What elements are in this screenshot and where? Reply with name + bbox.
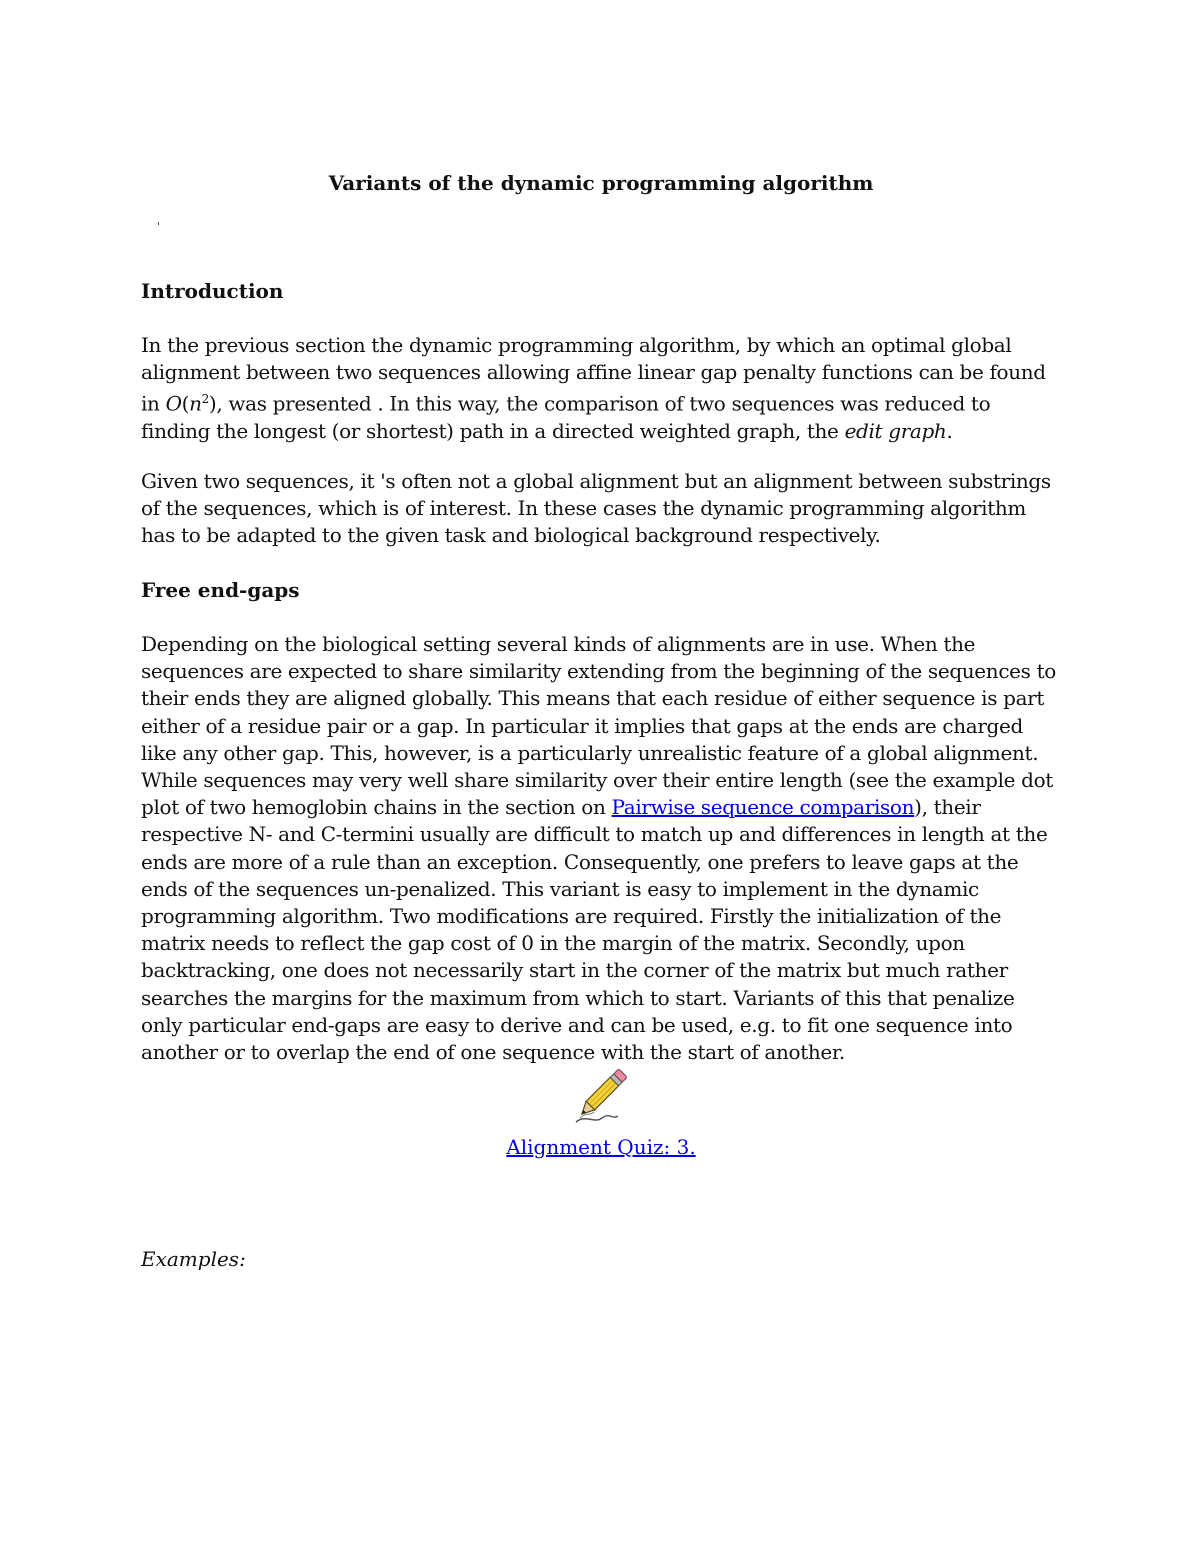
quiz-block	[141, 1062, 1061, 1161]
pencil-icon	[566, 1062, 636, 1128]
intro-p1-text-1: In the previous section the dynamic programming algorithm, by which an optimal global alignment between two sequences allowing affine linear gap penalty functions can be found in	[141, 333, 1046, 417]
big-o-n: n	[189, 392, 202, 417]
big-o-paren-open: (	[181, 392, 190, 417]
big-o-exponent: 2	[201, 392, 209, 407]
page-title: Variants of the dynamic programming algorithm	[328, 171, 874, 195]
big-o-notation: O	[165, 392, 182, 417]
examples-label: Examples:	[141, 1247, 246, 1271]
free-end-gaps-text-1: Depending on the biological setting several kinds of alignments are in use. When the sequences are expected to share similarity extending from the beginning of the sequences to their ends they are aligned globally. This means that each residue of either sequence is part either of a residue pair or a gap. In particular it implies that gaps at the ends are charged like any other gap. This, however, is a particularly unrealistic feature of a global alignment. While sequences may very well share similarity over their entire length (see the example dot plot of two hemoglobin chains in the section on	[141, 632, 1056, 820]
introduction-paragraph-2: Given two sequences, it 's often not a global alignment but an alignment between substrings of the sequences, which is of interest. In these cases the dynamic programming algorithm has to be adapted to the given task and biological background respectively.	[141, 469, 1051, 548]
free-end-gaps-heading: Free end-gaps	[141, 578, 300, 602]
intro-p1-text-3: .	[946, 419, 953, 444]
alignment-quiz-link[interactable]: Alignment Quiz: 3.	[506, 1135, 696, 1159]
introduction-heading: Introduction	[141, 279, 284, 303]
pairwise-sequence-comparison-link[interactable]: Pairwise sequence comparison	[611, 795, 915, 820]
introduction-paragraph-1	[141, 332, 1061, 445]
edit-graph-term: edit graph	[844, 419, 947, 444]
free-end-gaps-paragraph	[141, 631, 1061, 1066]
big-o-paren-close: )	[208, 392, 217, 417]
free-end-gaps-text-2: ), their respective N- and C-termini usually are difficult to match up and differences in length at the ends are more of a rule than an exception. Consequently, one prefers to leave gaps at the ends of the sequences un-penalized. This variant is easy to implement in the dynamic programming algorithm. Two modifications are required. Firstly the initialization of the matrix needs to reflect the gap cost of 0 in the margin of the matrix. Secondly, upon backtracking, one does not necessarily start in the corner of the matrix but much rather searches the margins for the maximum from which to start. Variants of this that penalize only particular end-gaps are easy to derive and can be used, e.g. to fit one sequence into another or to overlap the end of one sequence with the start of another.	[141, 795, 1048, 1065]
stray-mark: '	[157, 220, 161, 233]
intro-p1-text-2: , was presented . In this way, the comparison of two sequences was reduced to finding the longest (or shortest) path in a directed weighted graph, the	[141, 392, 991, 444]
